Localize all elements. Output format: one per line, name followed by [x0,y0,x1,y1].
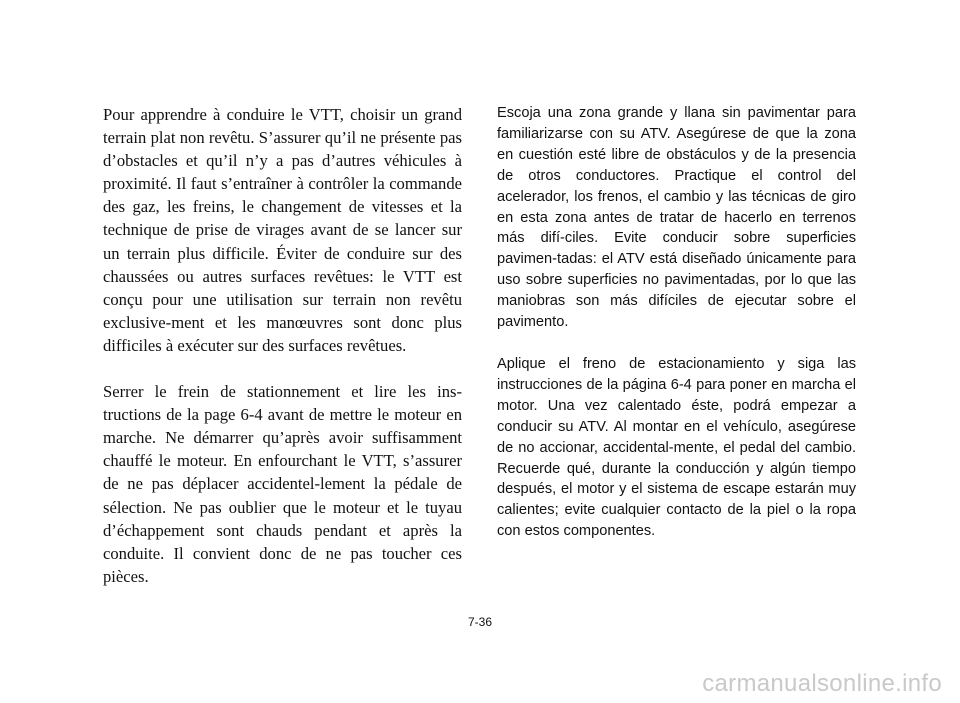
spanish-paragraph-1: Escoja una zona grande y llana sin pavimentar para familiarizarse con su ATV. Asegúrese de que la zona en cuestión esté libre de obstáculos y de la presencia de otros conductores. Practique el control del acelerador, los frenos, el cambio y las técnicas de giro en esta zona antes de tratar de hacerlo en terrenos más difí-ciles. Evite conducir sobre superficies pavimen-tadas: el ATV está diseñado únicamente para uso sobre superficies no pavimentadas, por lo que las maniobras son más difíciles de ejecutar sobre el pavimento. [497,105,856,331]
french-paragraph-2: Serrer le frein de stationnement et lire les ins-tructions de la page 6-4 avant de mettre le moteur en marche. Ne démarrer qu’après avoir suffisamment chauffé le moteur. En enfourchant le VTT, s’assurer de ne pas déplacer accidentel-lement la pédale de sélection. Ne pas oublier que le moteur et le tuyau d’échappement sont chauds pendant et après la conduite. Il convient donc de ne pas toucher ces pièces. [103,382,462,586]
french-paragraph-1: Pour apprendre à conduire le VTT, choisir un grand terrain plat non revêtu. S’assurer qu’il ne présente pas d’obstacles et qu’il n’y a pas d’autres véhicules à proximité. Il faut s’entraîner à contrôler la commande des gaz, les freins, le changement de vitesses et la technique de prise de virages avant de se lancer sur un terrain plus difficile. Éviter de conduire sur des chaussées ou autres surfaces revêtues: le VTT est conçu pour une utilisation sur terrain non revêtu exclusive-ment et les manœuvres sont donc plus difficiles à exécuter sur des surfaces revêtues. [103,105,462,355]
french-column [103,103,462,588]
spanish-column [497,103,856,542]
watermark-text: carmanualsonline.info [702,670,942,697]
spanish-paragraph-2: Aplique el freno de estacionamiento y siga las instrucciones de la página 6-4 para poner en marcha el motor. Una vez calentado éste, podrá empezar a conducir su ATV. Al montar en el vehículo, asegúrese de no accionar, accidental-mente, el pedal del cambio. Recuerde qué, durante la conducción y algún tiempo después, el motor y el sistema de escape estarán muy calientes; evite cualquier contacto de la piel o la ropa con estos componentes. [497,355,856,540]
page-number: 7-36 [467,615,493,629]
